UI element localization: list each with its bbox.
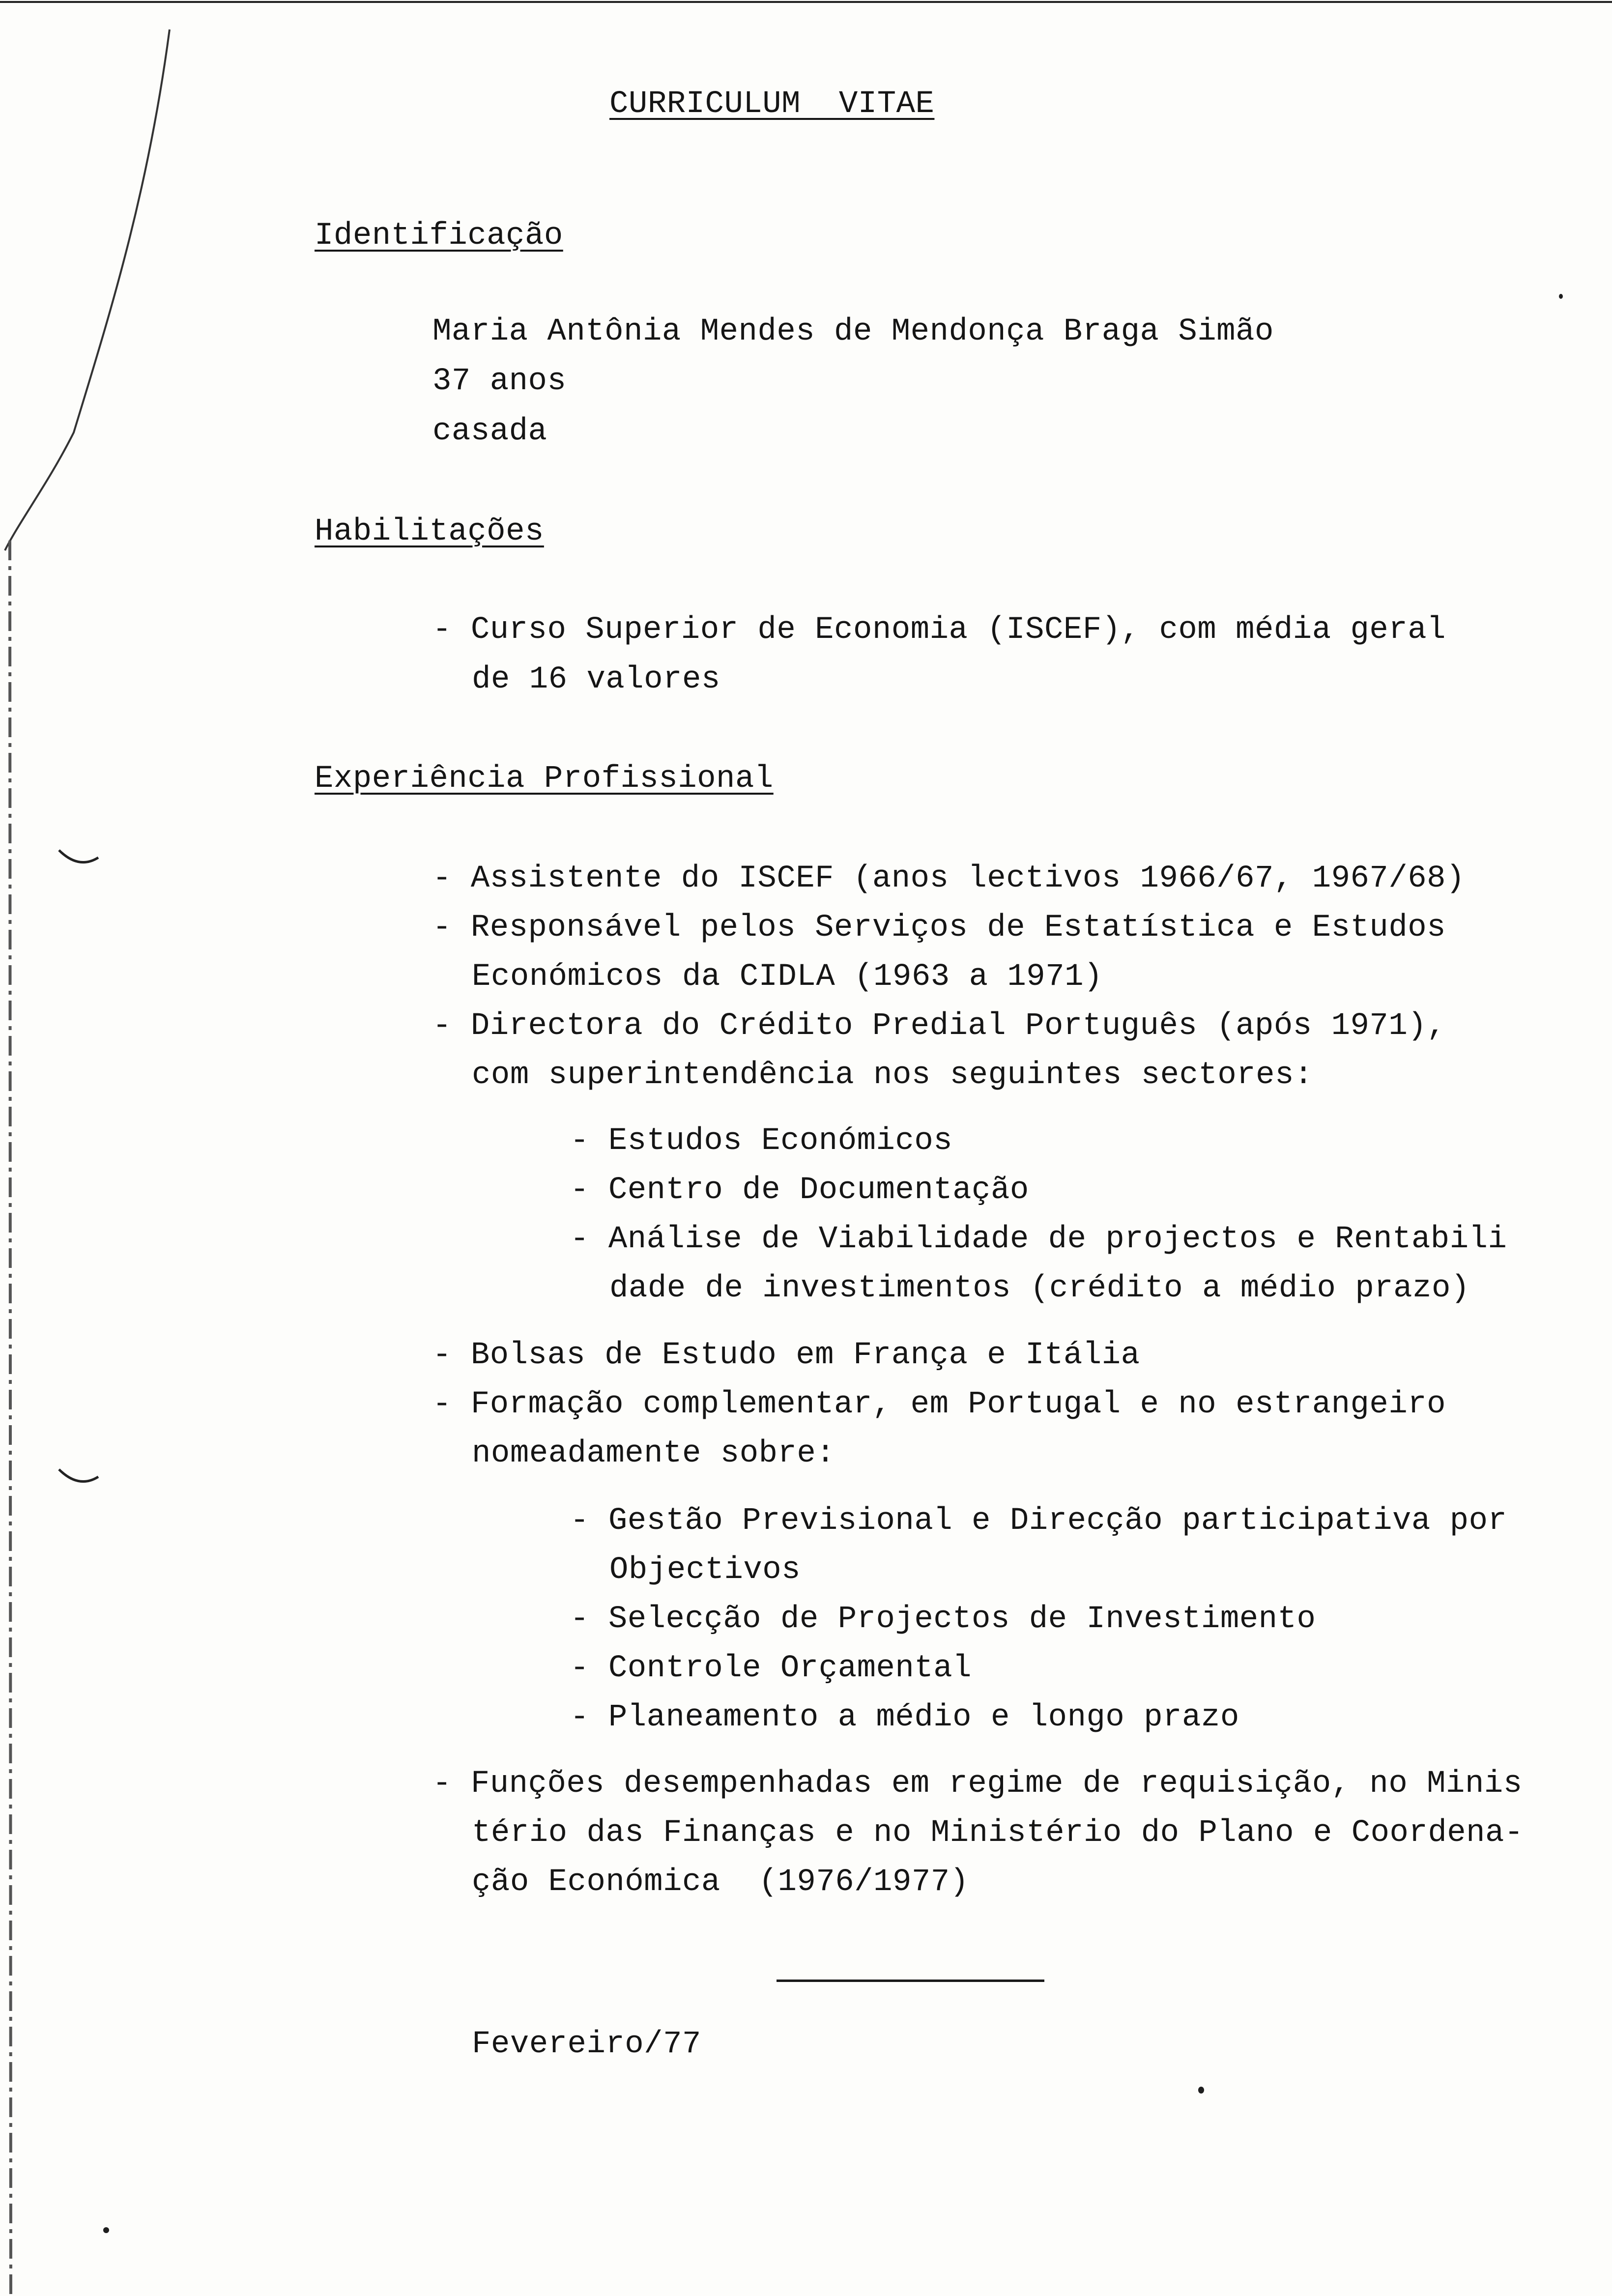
experience-item-continuation: nomeadamente sobre: — [472, 1436, 835, 1471]
section-heading-experiencia: Experiência Profissional — [315, 761, 774, 797]
section-heading-identificacao: Identificação — [315, 218, 563, 254]
signature-rule — [777, 1980, 1044, 1982]
experience-item: - Bolsas de Estudo em França e Itália — [432, 1338, 1140, 1373]
experience-item: - Responsável pelos Serviços de Estatística e Estudos — [432, 910, 1446, 946]
experience-subitem-continuation: Objectivos — [609, 1552, 801, 1588]
speck — [1198, 2087, 1204, 2094]
identification-status: casada — [432, 414, 547, 449]
experience-subitem: - Selecção de Projectos de Investimento — [570, 1602, 1316, 1637]
experience-subitem: - Controle Orçamental — [570, 1651, 972, 1686]
speck — [1559, 294, 1563, 299]
section-heading-habilitacoes: Habilitações — [315, 514, 544, 549]
experience-item: - Directora do Crédito Predial Português (após 1971), — [432, 1008, 1446, 1044]
experience-subitem: - Gestão Previsional e Direcção participativa por — [570, 1503, 1507, 1539]
experience-subitem: - Estudos Económicos — [570, 1123, 953, 1159]
identification-name: Maria Antônia Mendes de Mendonça Braga Simão — [432, 314, 1274, 349]
experience-item: - Assistente do ISCEF (anos lectivos 1966/67, 1967/68) — [432, 861, 1465, 896]
experience-item: - Funções desempenhadas em regime de requisição, no Minis — [432, 1766, 1523, 1802]
document-date: Fevereiro/77 — [472, 2027, 701, 2062]
experience-item-continuation: ção Económica (1976/1977) — [472, 1865, 969, 1900]
identification-age: 37 anos — [432, 364, 567, 399]
experience-item-continuation: Económicos da CIDLA (1963 a 1971) — [472, 959, 1103, 995]
document-title: CURRICULUM VITAE — [609, 86, 935, 122]
qualification-line: de 16 valores — [472, 662, 720, 697]
experience-subitem: - Análise de Viabilidade de projectos e Rentabili — [570, 1222, 1507, 1257]
experience-item-continuation: com superintendência nos seguintes sectores: — [472, 1058, 1313, 1093]
experience-subitem-continuation: dade de investimentos (crédito a médio prazo) — [609, 1271, 1470, 1306]
experience-item-continuation: tério das Finanças e no Ministério do Plano e Coordena- — [472, 1815, 1524, 1851]
experience-subitem: - Centro de Documentação — [570, 1173, 1029, 1208]
experience-item: - Formação complementar, em Portugal e no estrangeiro — [432, 1387, 1446, 1422]
speck — [103, 2227, 109, 2233]
qualification-line: - Curso Superior de Economia (ISCEF), com média geral — [432, 612, 1446, 648]
experience-subitem: - Planeamento a médio e longo prazo — [570, 1700, 1239, 1735]
